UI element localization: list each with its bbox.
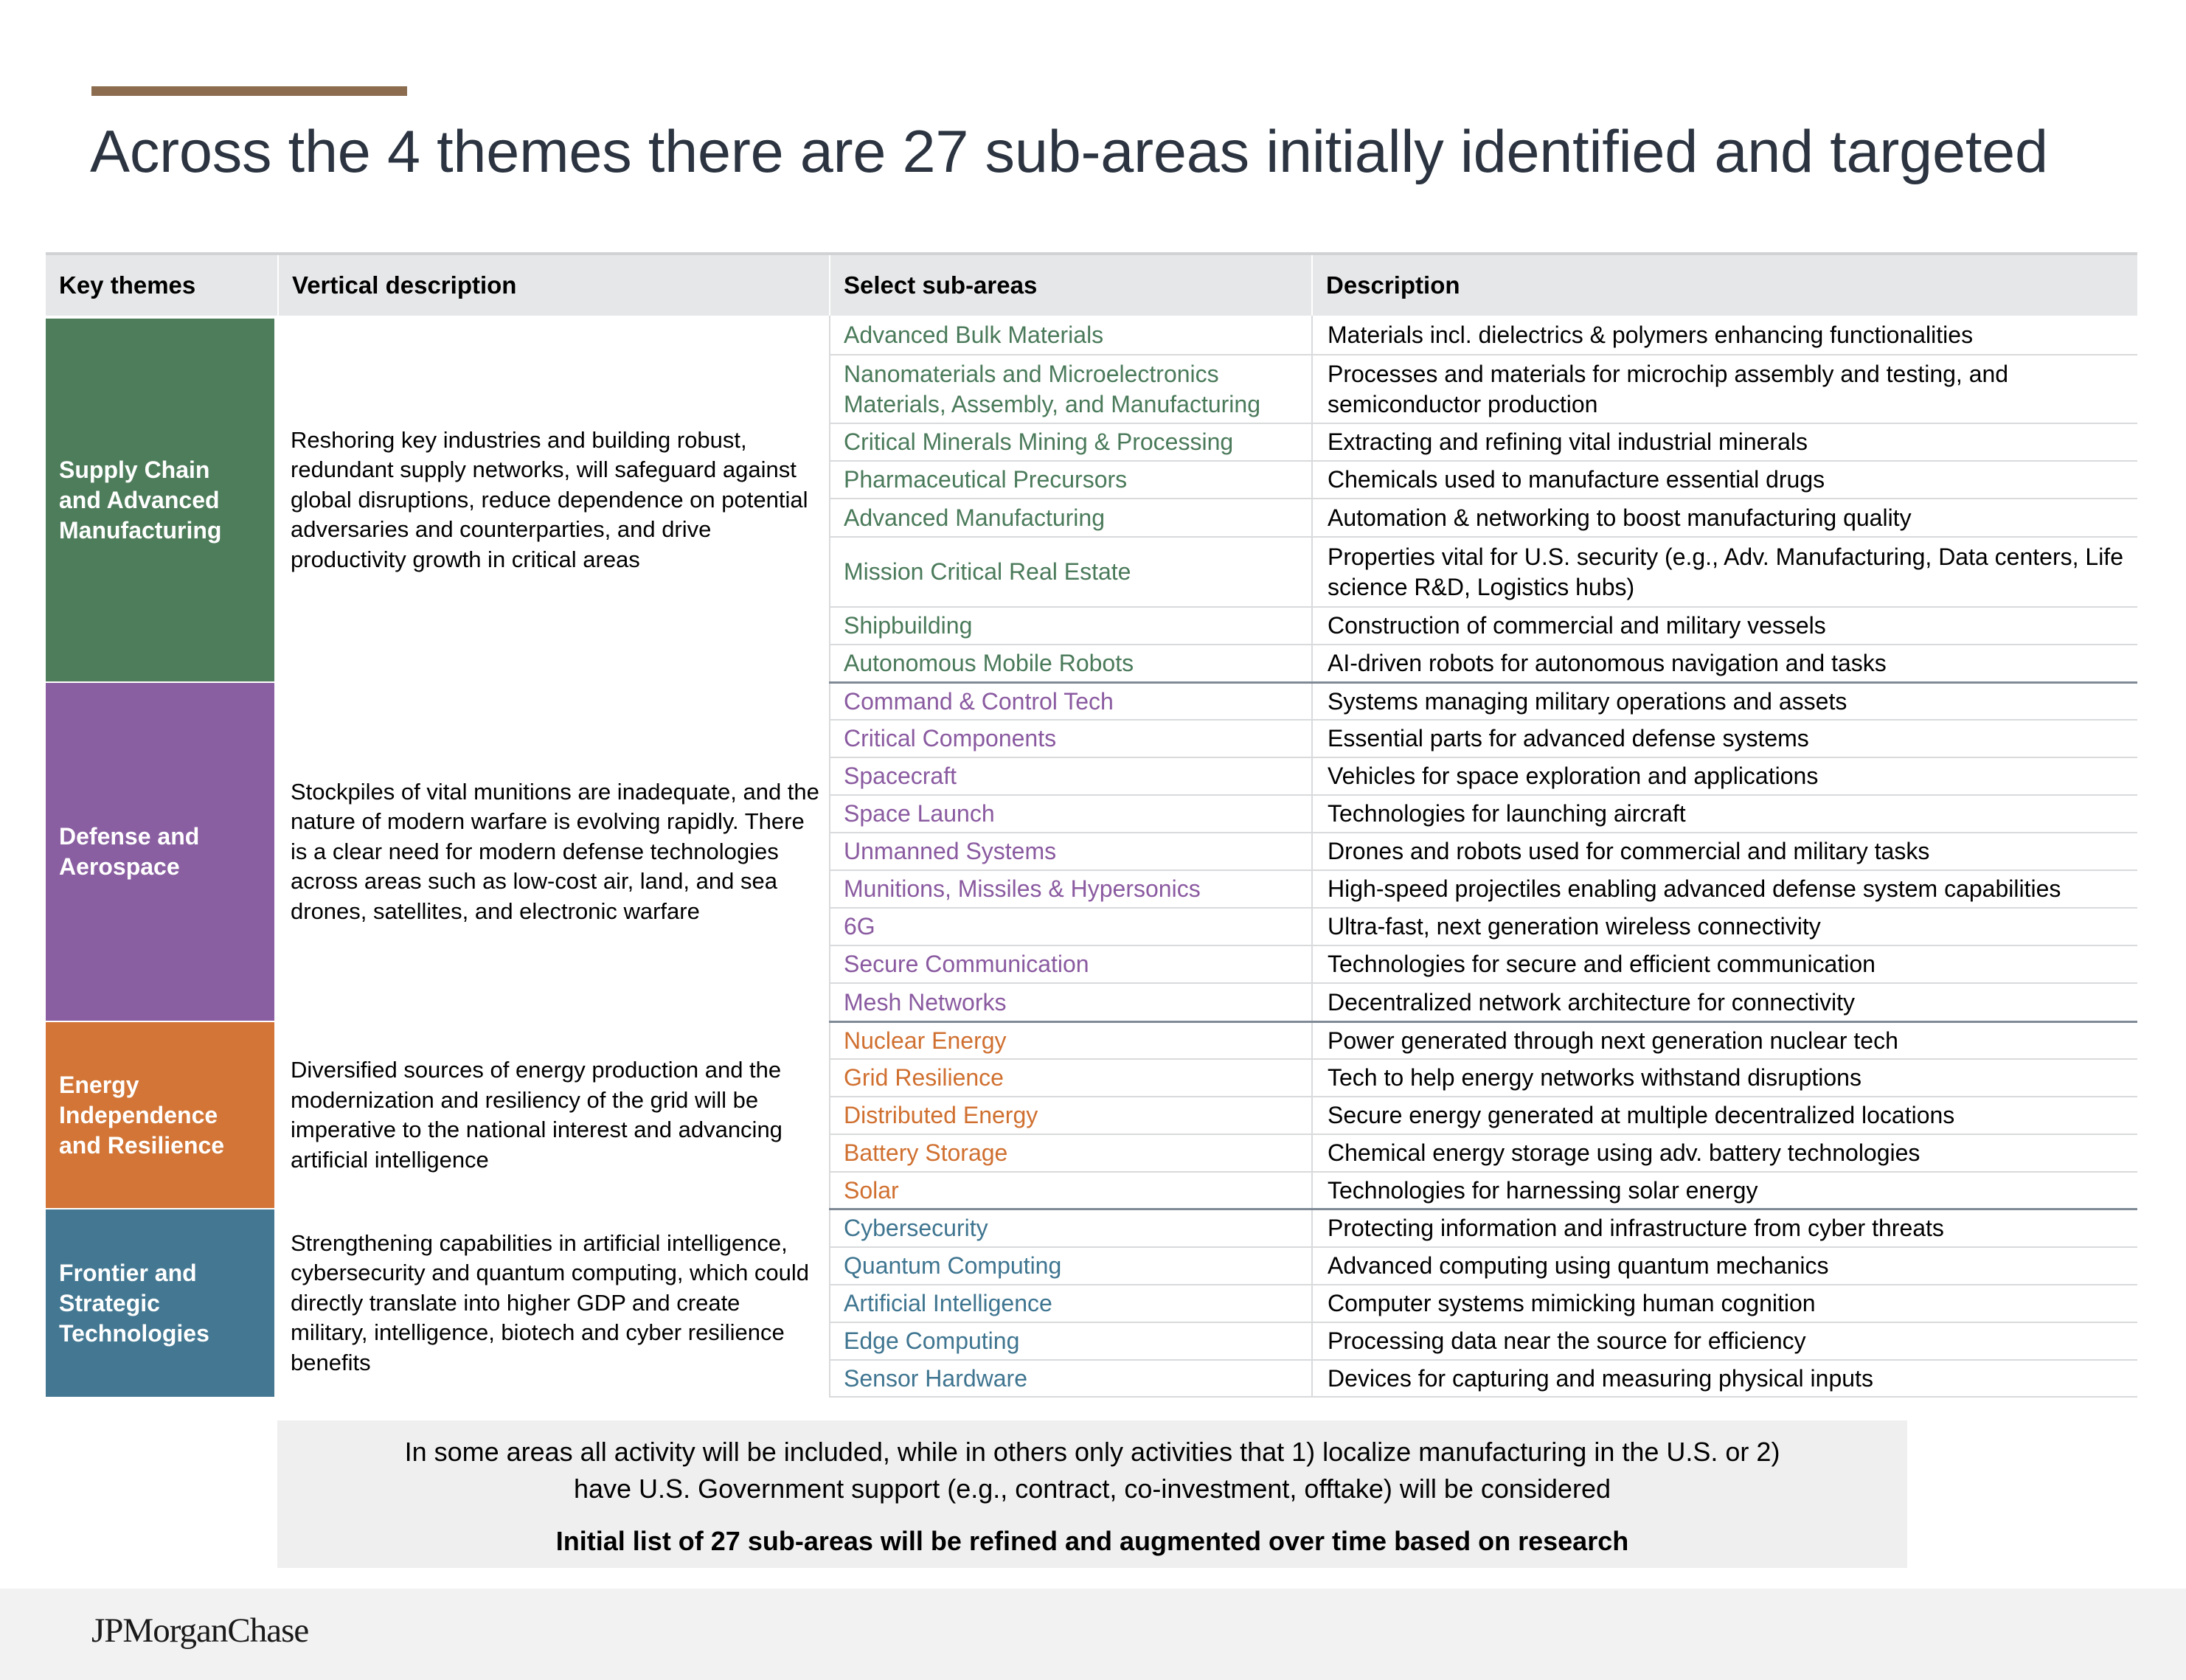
vertical-description-text: Stockpiles of vital munitions are inadequate, and the nature of modern warfare is evolving rapidly. There is a clear need for modern defense technologies across areas such as low-cost air, land, and sea drones, satellites, and electronic warfare <box>291 778 819 924</box>
table-row <box>829 1359 2137 1398</box>
theme-label: Defense and Aerospace <box>59 823 200 880</box>
sub-area-description-text: Technologies for launching aircraft <box>1328 800 1686 827</box>
sub-area-description <box>1311 758 2137 794</box>
sub-area-description <box>1311 796 2137 832</box>
sub-area-description-text: Devices for capturing and measuring physical inputs <box>1328 1364 1873 1392</box>
table-row <box>829 1096 2137 1134</box>
table-row <box>829 945 2137 982</box>
sub-area-name-text: Sensor Hardware <box>844 1364 1027 1392</box>
sub-area-description-text: Technologies for secure and efficient communication <box>1328 951 1876 977</box>
table-row <box>829 498 2137 536</box>
sub-area-name-text: Nanomaterials and Microelectronics Materials, Assembly, and Manufacturing <box>844 360 1260 417</box>
sub-area-description-text: Processes and materials for microchip assembly and testing, and semiconductor production <box>1328 360 2009 417</box>
sub-area-description <box>1311 1248 2137 1284</box>
table-row <box>829 1208 2137 1246</box>
title-accent-bar <box>91 86 407 96</box>
sub-area-name <box>829 424 1311 460</box>
sub-area-description-text: Properties vital for U.S. security (e.g., Adv. Manufacturing, Data centers, Life science R&D, Logistics hubs) <box>1328 543 2123 600</box>
sub-area-description <box>1311 608 2137 644</box>
sub-area-description-text: Chemical energy storage using adv. battery technologies <box>1328 1139 1920 1166</box>
sub-area-description-text: Ultra-fast, next generation wireless connectivity <box>1328 913 1821 940</box>
sub-area-description <box>1311 1060 2137 1096</box>
sub-area-description <box>1311 1097 2137 1134</box>
table-row <box>829 644 2137 681</box>
table-row <box>829 982 2137 1021</box>
table-row <box>829 354 2137 423</box>
sub-area-description <box>1311 684 2137 719</box>
table-row <box>829 1134 2137 1171</box>
sub-area-name-text: Grid Resilience <box>844 1064 1004 1091</box>
sub-area-name-text: Distributed Energy <box>844 1102 1038 1128</box>
sub-area-name <box>829 796 1311 832</box>
sub-area-name <box>829 316 1311 354</box>
sub-area-name <box>829 833 1311 869</box>
sub-area-name <box>829 1023 1311 1058</box>
table-row <box>829 757 2137 794</box>
sub-area-description-text: Protecting information and infrastructure from cyber threats <box>1328 1215 1944 1241</box>
sub-area-name-text: Solar <box>844 1176 899 1204</box>
theme-energy <box>46 1022 274 1208</box>
sub-area-description <box>1311 1361 2137 1396</box>
sub-area-name-text: Command & Control Tech <box>844 687 1114 715</box>
sub-area-name <box>829 462 1311 498</box>
sub-area-description <box>1311 833 2137 869</box>
sub-area-name-text: Spacecraft <box>844 763 957 789</box>
sub-area-name <box>829 1323 1311 1359</box>
sub-area-description-text: Vehicles for space exploration and applications <box>1328 763 1819 789</box>
sub-area-name <box>829 1210 1311 1246</box>
sub-area-name <box>829 1361 1311 1396</box>
sub-area-description-text: Decentralized network architecture for connectivity <box>1328 988 1855 1016</box>
theme-defense <box>46 683 274 1021</box>
table-row <box>829 536 2137 606</box>
vertical-description-text: Reshoring key industries and building robust, redundant supply networks, will safeguard against global disruptions, reduce dependence on potential adversaries and counterparties, and drive productivity growth in critical areas <box>291 426 808 572</box>
sub-area-description-text: Essential parts for advanced defense systems <box>1328 725 1809 752</box>
sub-area-name-text: Shipbuilding <box>844 612 973 639</box>
sub-area-name <box>829 1248 1311 1284</box>
sub-area-name-text: Critical Components <box>844 725 1057 752</box>
sub-area-name <box>829 499 1311 536</box>
vertical-description-supply-chain <box>277 319 829 681</box>
table-row <box>829 316 2137 354</box>
sub-area-description <box>1311 1173 2137 1208</box>
sub-area-description-text: Processing data near the source for efficiency <box>1328 1327 1806 1354</box>
sub-area-description-text: Drones and robots used for commercial and military tasks <box>1328 838 1930 864</box>
sub-area-name <box>829 871 1311 907</box>
table-row <box>829 719 2137 757</box>
sub-area-description-text: Power generated through next generation nuclear tech <box>1328 1027 1898 1054</box>
vertical-description-text: Diversified sources of energy production and the modernization and resiliency of the grid will be imperative to the national interest and advancing artificial intelligence <box>291 1057 783 1173</box>
sub-area-name <box>829 758 1311 794</box>
sub-area-name <box>829 608 1311 644</box>
sub-area-name-text: Secure Communication <box>844 951 1089 977</box>
sub-area-description <box>1311 1285 2137 1322</box>
table-row <box>829 832 2137 869</box>
sub-area-description <box>1311 871 2137 907</box>
sub-area-name-text: Mesh Networks <box>844 988 1007 1016</box>
sub-area-description-text: Automation & networking to boost manufacturing quality <box>1328 504 1912 531</box>
sub-area-name <box>829 1285 1311 1322</box>
sub-area-description-text: Secure energy generated at multiple decentralized locations <box>1328 1102 1955 1128</box>
sub-area-description <box>1311 946 2137 982</box>
theme-frontier <box>46 1209 274 1397</box>
table-row <box>829 1021 2137 1058</box>
sub-area-name-text: Cybersecurity <box>844 1215 988 1241</box>
sub-area-description <box>1311 424 2137 460</box>
table-row <box>829 907 2137 945</box>
sub-area-name <box>829 1173 1311 1208</box>
table-row <box>829 1322 2137 1359</box>
sub-area-description-text: Computer systems mimicking human cognition <box>1328 1290 1816 1316</box>
theme-label: Supply Chain and Advanced Manufacturing <box>59 456 222 544</box>
vertical-description-text: Strengthening capabilities in artificial intelligence, cybersecurity and quantum computing, which could directly translate into higher GDP and create military, intelligence, biotech and cyber resilience benefits <box>291 1229 810 1375</box>
table-row <box>829 423 2137 460</box>
sub-area-name-text: Critical Minerals Mining & Processing <box>844 428 1234 455</box>
sub-area-description <box>1311 462 2137 498</box>
footnote-box <box>277 1420 1907 1568</box>
sub-area-description-text: Advanced computing using quantum mechanics <box>1328 1252 1829 1279</box>
sub-area-description <box>1311 499 2137 536</box>
footer <box>0 1589 2186 1680</box>
vertical-description-defense <box>277 683 829 1021</box>
theme-label: Frontier and Strategic Technologies <box>59 1259 209 1347</box>
table-row <box>829 869 2137 907</box>
sub-area-description-text: Systems managing military operations and assets <box>1328 687 1847 715</box>
sub-area-description <box>1311 1135 2137 1171</box>
table-row <box>829 1058 2137 1096</box>
table-row <box>829 794 2137 832</box>
sub-area-description-text: Extracting and refining vital industrial minerals <box>1328 428 1808 455</box>
vertical-description-frontier <box>277 1209 829 1397</box>
footnote-bold-text: Initial list of 27 sub-areas will be refined and augmented over time based on research <box>555 1526 1629 1556</box>
sub-area-name <box>829 1060 1311 1096</box>
sub-area-description-text: High-speed projectiles enabling advanced defense system capabilities <box>1328 875 2061 902</box>
sub-area-name <box>829 721 1311 757</box>
sub-area-name-text: Nuclear Energy <box>844 1027 1007 1054</box>
header-description: Description <box>1311 255 2137 316</box>
footnote-line: In some areas all activity will be included, while in others only activities that 1) localize manufacturing in the U.S. or 2) have U.S. Government support (e.g., contract, co-investment, offtake) will be considered <box>404 1437 1780 1504</box>
sub-area-description-text: Chemicals used to manufacture essential drugs <box>1328 466 1825 493</box>
sub-area-name <box>829 984 1311 1021</box>
table-header <box>46 252 2137 316</box>
page-title: Across the 4 themes there are 27 sub-areas initially identified and targeted <box>90 119 2048 185</box>
jpmorganchase-logo: JPMorganChase <box>91 1611 309 1650</box>
sub-area-description <box>1311 645 2137 681</box>
sub-area-name-text: 6G <box>844 913 875 940</box>
sub-area-name-text: Artificial Intelligence <box>844 1290 1052 1316</box>
sub-area-name-text: Advanced Manufacturing <box>844 504 1105 531</box>
sub-area-description <box>1311 355 2137 423</box>
sub-area-description-text: Materials incl. dielectrics & polymers enhancing functionalities <box>1328 321 1974 348</box>
sub-area-description-text: Construction of commercial and military vessels <box>1328 612 1826 639</box>
sub-area-name <box>829 684 1311 719</box>
header-key-themes: Key themes <box>59 271 196 299</box>
table-row <box>829 460 2137 498</box>
sub-area-description-text: Tech to help energy networks withstand disruptions <box>1328 1064 1861 1091</box>
header-select-sub-areas: Select sub-areas <box>829 255 1311 316</box>
sub-area-description <box>1311 1323 2137 1359</box>
footnote-text <box>277 1434 1907 1507</box>
sub-area-description <box>1311 1023 2137 1058</box>
sub-area-name <box>829 909 1311 945</box>
table-row <box>829 606 2137 644</box>
header-vertical-description: Vertical description <box>277 255 829 316</box>
table-row <box>829 1284 2137 1322</box>
sub-area-name-text: Munitions, Missiles & Hypersonics <box>844 875 1201 902</box>
table-row <box>829 1171 2137 1208</box>
sub-area-description <box>1311 1210 2137 1246</box>
sub-area-name-text: Battery Storage <box>844 1139 1008 1166</box>
sub-area-description <box>1311 316 2137 354</box>
sub-area-description <box>1311 721 2137 757</box>
table-row <box>829 681 2137 719</box>
vertical-description-energy <box>277 1022 829 1208</box>
sub-area-description-text: AI-driven robots for autonomous navigation and tasks <box>1328 650 1887 676</box>
sub-area-name-text: Unmanned Systems <box>844 838 1057 864</box>
sub-area-description <box>1311 984 2137 1021</box>
sub-area-name-text: Quantum Computing <box>844 1252 1062 1279</box>
sub-area-name-text: Space Launch <box>844 800 995 827</box>
sub-area-name-text: Advanced Bulk Materials <box>844 321 1104 348</box>
sub-area-name-text: Edge Computing <box>844 1327 1020 1354</box>
sub-area-name <box>829 1097 1311 1134</box>
theme-supply-chain <box>46 319 274 681</box>
sub-area-name-text: Mission Critical Real Estate <box>844 558 1131 585</box>
sub-area-name <box>829 538 1311 606</box>
sub-area-description <box>1311 538 2137 606</box>
sub-area-name-text: Autonomous Mobile Robots <box>844 650 1134 676</box>
sub-area-name-text: Pharmaceutical Precursors <box>844 466 1128 493</box>
table-row <box>829 1246 2137 1284</box>
sub-area-description <box>1311 909 2137 945</box>
sub-area-name <box>829 645 1311 681</box>
sub-area-name <box>829 355 1311 423</box>
sub-area-name <box>829 946 1311 982</box>
sub-area-name <box>829 1135 1311 1171</box>
theme-label: Energy Independence and Resilience <box>59 1071 225 1159</box>
sub-area-description-text: Technologies for harnessing solar energy <box>1328 1176 1758 1204</box>
